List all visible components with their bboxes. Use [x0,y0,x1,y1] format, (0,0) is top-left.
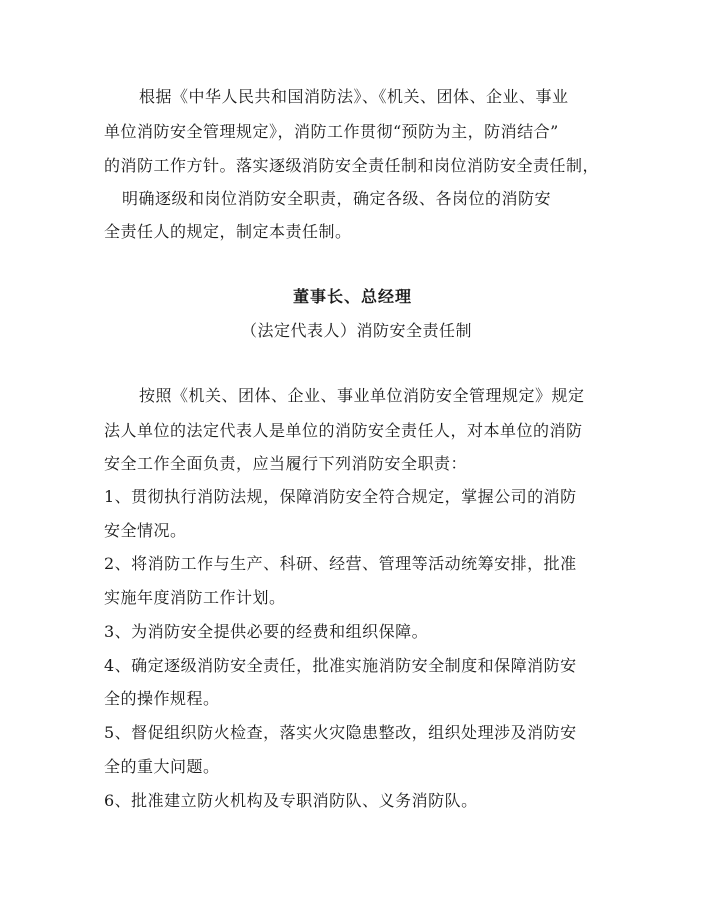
body-line: 法人单位的法定代表人是单位的消防安全责任人，对本单位的消防 [104,421,583,440]
list-item: 2、将消防工作与生产、科研、经营、管理等活动统筹安排，批准 [104,554,577,573]
list-item-continuation: 全的操作规程。 [104,689,220,708]
list-item: 3、为消防安全提供必要的经费和组织保障。 [104,622,429,641]
intro-line: 单位消防安全管理规定》，消防工作贯彻“预防为主，防消结合” [104,122,559,141]
intro-line: 的消防工作方针。落实逐级消防安全责任制和岗位消防安全责任制， [104,156,600,175]
list-item: 1、贯彻执行消防法规，保障消防安全符合规定，掌握公司的消防 [104,487,577,506]
body-line: 按照《机关、团体、企业、事业单位消防安全管理规定》规定 [139,386,585,405]
section-subtitle: （法定代表人）消防安全责任制 [241,321,473,340]
intro-line: 全责任人的规定，制定本责任制。 [104,222,352,241]
intro-line: 明确逐级和岗位消防安全职责，确定各级、各岗位的消防安 [122,189,552,208]
list-item-continuation: 全的重大问题。 [104,757,220,776]
list-item: 4、确定逐级消防安全责任，批准实施消防安全制度和保障消防安 [104,656,577,675]
list-item: 6、批准建立防火机构及专职消防队、义务消防队。 [104,791,478,810]
list-item-continuation: 实施年度消防工作计划。 [104,588,286,607]
body-line: 安全工作全面负责，应当履行下列消防安全职责： [104,454,468,473]
intro-line: 根据《中华人民共和国消防法》、《机关、团体、企业、事业 [139,87,569,106]
section-title: 董事长、总经理 [293,287,413,306]
list-item: 5、督促组织防火检查，落实火灾隐患整改，组织处理涉及消防安 [104,723,577,742]
list-item-continuation: 安全情况。 [104,521,187,540]
